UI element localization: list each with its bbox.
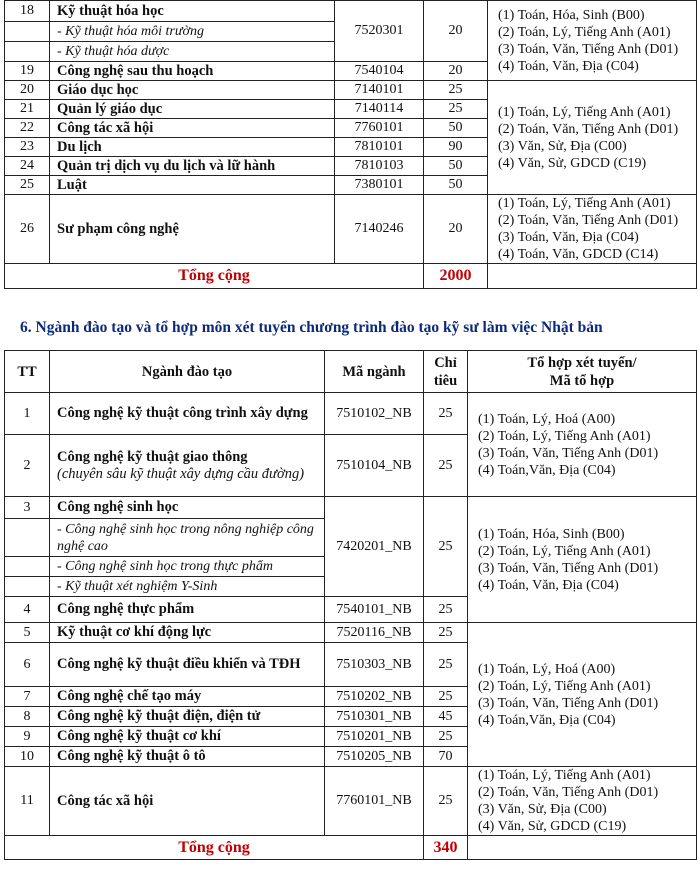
- combination-item: (3) Toán, Văn, Tiếng Anh (D01): [478, 695, 659, 711]
- program-code: 7140101: [335, 81, 424, 100]
- combination-item: (1) Toán, Hóa, Sinh (B00): [498, 7, 645, 23]
- program-quota: 25: [424, 687, 468, 707]
- combination-item: (4) Toán,Văn, Địa (C04): [478, 462, 616, 478]
- row-number: 9: [5, 727, 50, 747]
- row-number: 7: [5, 687, 50, 707]
- program-quota: 25: [424, 643, 468, 687]
- row-number: 19: [5, 62, 50, 81]
- program-name: Công nghệ thực phẩm: [50, 597, 325, 623]
- program-quota: 20: [424, 195, 488, 264]
- subject-combinations: [488, 1, 697, 81]
- header-code: Mã ngành: [325, 351, 424, 393]
- combination-item: (1) Toán, Lý, Tiếng Anh (A01): [478, 768, 651, 783]
- program-name: Sư phạm công nghệ: [50, 195, 335, 264]
- combination-item: (1) Toán, Lý, Tiếng Anh (A01): [498, 104, 671, 120]
- subject-combinations: [468, 623, 697, 767]
- program-name: Công nghệ kỹ thuật công trình xây dựng: [50, 393, 325, 435]
- header-row: [5, 351, 697, 393]
- header-quota-line2: tiêu: [433, 372, 458, 389]
- combination-item: (1) Toán, Hóa, Sinh (B00): [478, 526, 625, 542]
- row-number: 2: [5, 435, 50, 497]
- row-number: 24: [5, 157, 50, 176]
- combination-item: (4) Toán, Văn, Địa (C04): [478, 577, 619, 593]
- subject-combinations: [468, 497, 697, 623]
- program-code: 7520301: [335, 1, 424, 62]
- row-number: 6: [5, 643, 50, 687]
- total-value: 2000: [424, 264, 488, 289]
- program-code: 7810101: [335, 138, 424, 157]
- program-code: 7140114: [335, 100, 424, 119]
- subject-combinations: [488, 81, 697, 195]
- row-number: 22: [5, 119, 50, 138]
- row-number: 11: [5, 767, 50, 836]
- empty-cell: [488, 264, 697, 289]
- program-quota: 90: [424, 138, 488, 157]
- header-tt: TT: [5, 351, 50, 393]
- sub-program-name: - Kỹ thuật xét nghiệm Y-Sinh: [50, 577, 325, 597]
- combination-item: (1) Toán, Lý, Hoá (A00): [478, 411, 616, 427]
- combination-item: (1) Toán, Lý, Tiếng Anh (A01): [498, 196, 671, 211]
- combination-item: (2) Toán, Văn, Tiếng Anh (D01): [498, 213, 679, 228]
- program-code: 7510301_NB: [325, 707, 424, 727]
- sub-program-name: - Công nghệ sinh học trong thực phẩm: [50, 557, 325, 577]
- empty-cell: [468, 836, 697, 860]
- program-code: 7760101_NB: [325, 767, 424, 836]
- row-number-empty: [5, 22, 50, 42]
- program-code: 7810103: [335, 157, 424, 176]
- program-name: Quản lý giáo dục: [50, 100, 335, 119]
- row-number-empty: [5, 42, 50, 62]
- combination-item: (1) Toán, Lý, Hoá (A00): [478, 661, 616, 677]
- program-code: 7510205_NB: [325, 747, 424, 767]
- table-row: [5, 623, 697, 643]
- row-number-empty: [5, 519, 50, 557]
- sub-program-name: - Công nghệ sinh học trong nông nghiệp công nghệ cao: [50, 519, 325, 557]
- row-number-empty: [5, 557, 50, 577]
- table-row: [5, 497, 697, 519]
- combination-item: (2) Toán, Lý, Tiếng Anh (A01): [498, 24, 671, 40]
- total-row: [5, 264, 697, 289]
- program-quota: 20: [424, 62, 488, 81]
- row-number: 4: [5, 597, 50, 623]
- header-combination: [468, 351, 697, 393]
- program-name: Công nghệ sinh học: [50, 497, 325, 519]
- combination-item: (2) Toán, Văn, Tiếng Anh (D01): [478, 785, 659, 800]
- program-name: Công nghệ kỹ thuật ô tô: [50, 747, 325, 767]
- program-quota: 25: [424, 497, 468, 597]
- program-quota: 50: [424, 157, 488, 176]
- program-quota: 50: [424, 119, 488, 138]
- program-name: Công tác xã hội: [50, 119, 335, 138]
- program-code: 7420201_NB: [325, 497, 424, 597]
- header-program: Ngành đào tạo: [50, 351, 325, 393]
- combination-item: (3) Toán, Văn, Tiếng Anh (D01): [498, 41, 679, 57]
- row-number: 3: [5, 497, 50, 519]
- combination-item: (4) Toán, Văn, GDCD (C14): [498, 247, 659, 262]
- program-name: Công nghệ kỹ thuật giao thông: [57, 448, 248, 465]
- header-combination-line2: Mã tổ hợp: [549, 372, 615, 389]
- row-number: 10: [5, 747, 50, 767]
- program-name-cell: [50, 435, 325, 497]
- program-name: Công nghệ kỹ thuật cơ khí: [50, 727, 325, 747]
- program-name: Công nghệ kỹ thuật điều khiển và TĐH: [50, 643, 325, 687]
- admission-table-japan: [4, 350, 697, 860]
- subject-combinations: [468, 393, 697, 497]
- combination-item: (2) Toán, Lý, Tiếng Anh (A01): [478, 543, 651, 559]
- combination-item: (4) Văn, Sử, GDCD (C19): [498, 155, 647, 171]
- row-number: 21: [5, 100, 50, 119]
- row-number: 18: [5, 1, 50, 22]
- table-row: [5, 81, 697, 100]
- program-note: (chuyên sâu kỹ thuật xây dựng cầu đường): [57, 465, 305, 482]
- total-row: [5, 836, 697, 860]
- combination-item: (4) Văn, Sử, GDCD (C19): [478, 819, 627, 834]
- combination-item: (3) Toán, Văn, Địa (C04): [498, 230, 639, 245]
- combination-item: (3) Toán, Văn, Tiếng Anh (D01): [478, 445, 659, 461]
- program-code: 7510104_NB: [325, 435, 424, 497]
- row-number-empty: [5, 577, 50, 597]
- combination-item: (2) Toán, Văn, Tiếng Anh (D01): [498, 121, 679, 137]
- row-number: 1: [5, 393, 50, 435]
- program-name: Luật: [50, 176, 335, 195]
- program-code: 7510303_NB: [325, 643, 424, 687]
- combination-item: (3) Văn, Sử, Địa (C00): [478, 802, 607, 817]
- table-row: [5, 1, 697, 22]
- total-label: Tổng cộng: [5, 836, 424, 860]
- program-quota: 70: [424, 747, 468, 767]
- program-code: 7140246: [335, 195, 424, 264]
- program-quota: 25: [424, 727, 468, 747]
- table-row: [5, 195, 697, 264]
- header-quota-line1: Chỉ: [434, 354, 457, 371]
- program-quota: 45: [424, 707, 468, 727]
- admission-table-top: [4, 0, 697, 289]
- sub-program-name: - Kỹ thuật hóa dược: [50, 42, 335, 62]
- program-name: Công nghệ kỹ thuật điện, điện tử: [50, 707, 325, 727]
- program-quota: 25: [424, 81, 488, 100]
- program-quota: 25: [424, 767, 468, 836]
- program-code: 7380101: [335, 176, 424, 195]
- row-number: 5: [5, 623, 50, 643]
- program-name: Kỹ thuật hóa học: [50, 1, 335, 22]
- program-name: Quản trị dịch vụ du lịch và lữ hành: [50, 157, 335, 176]
- row-number: 8: [5, 707, 50, 727]
- program-code: 7760101: [335, 119, 424, 138]
- combination-item: (4) Toán, Văn, Địa (C04): [498, 58, 639, 74]
- program-quota: 25: [424, 623, 468, 643]
- program-quota: 20: [424, 1, 488, 62]
- header-quota: [424, 351, 468, 393]
- program-code: 7540104: [335, 62, 424, 81]
- program-quota: 25: [424, 597, 468, 623]
- program-name: Kỹ thuật cơ khí động lực: [50, 623, 325, 643]
- combination-item: (3) Văn, Sử, Địa (C00): [498, 138, 627, 154]
- subject-combinations: [468, 767, 697, 836]
- subject-combinations: [488, 195, 697, 264]
- table-row: [5, 767, 697, 836]
- combination-item: (2) Toán, Lý, Tiếng Anh (A01): [478, 678, 651, 694]
- total-value: 340: [424, 836, 468, 860]
- program-code: 7510102_NB: [325, 393, 424, 435]
- program-quota: 50: [424, 176, 488, 195]
- total-label: Tổng cộng: [5, 264, 424, 289]
- row-number: 25: [5, 176, 50, 195]
- program-name: Du lịch: [50, 138, 335, 157]
- program-quota: 25: [424, 393, 468, 435]
- header-combination-line1: Tổ hợp xét tuyển/: [527, 354, 637, 371]
- section-title: 6. Ngành đào tạo và tổ hợp môn xét tuyển chương trình đào tạo kỹ sư làm việc Nhật bản: [20, 319, 603, 336]
- row-number: 20: [5, 81, 50, 100]
- table-row: [5, 393, 697, 435]
- row-number: 23: [5, 138, 50, 157]
- combination-item: (3) Toán, Văn, Tiếng Anh (D01): [478, 560, 659, 576]
- combination-item: (4) Toán,Văn, Địa (C04): [478, 712, 616, 728]
- sub-program-name: - Kỹ thuật hóa môi trường: [50, 22, 335, 42]
- program-name: Công tác xã hội: [50, 767, 325, 836]
- program-quota: 25: [424, 435, 468, 497]
- program-quota: 25: [424, 100, 488, 119]
- program-name: Giáo dục học: [50, 81, 335, 100]
- program-code: 7510202_NB: [325, 687, 424, 707]
- program-name: Công nghệ chế tạo máy: [50, 687, 325, 707]
- program-code: 7540101_NB: [325, 597, 424, 623]
- program-code: 7510201_NB: [325, 727, 424, 747]
- combination-item: (2) Toán, Lý, Tiếng Anh (A01): [478, 428, 651, 444]
- row-number: 26: [5, 195, 50, 264]
- program-name: Công nghệ sau thu hoạch: [50, 62, 335, 81]
- program-code: 7520116_NB: [325, 623, 424, 643]
